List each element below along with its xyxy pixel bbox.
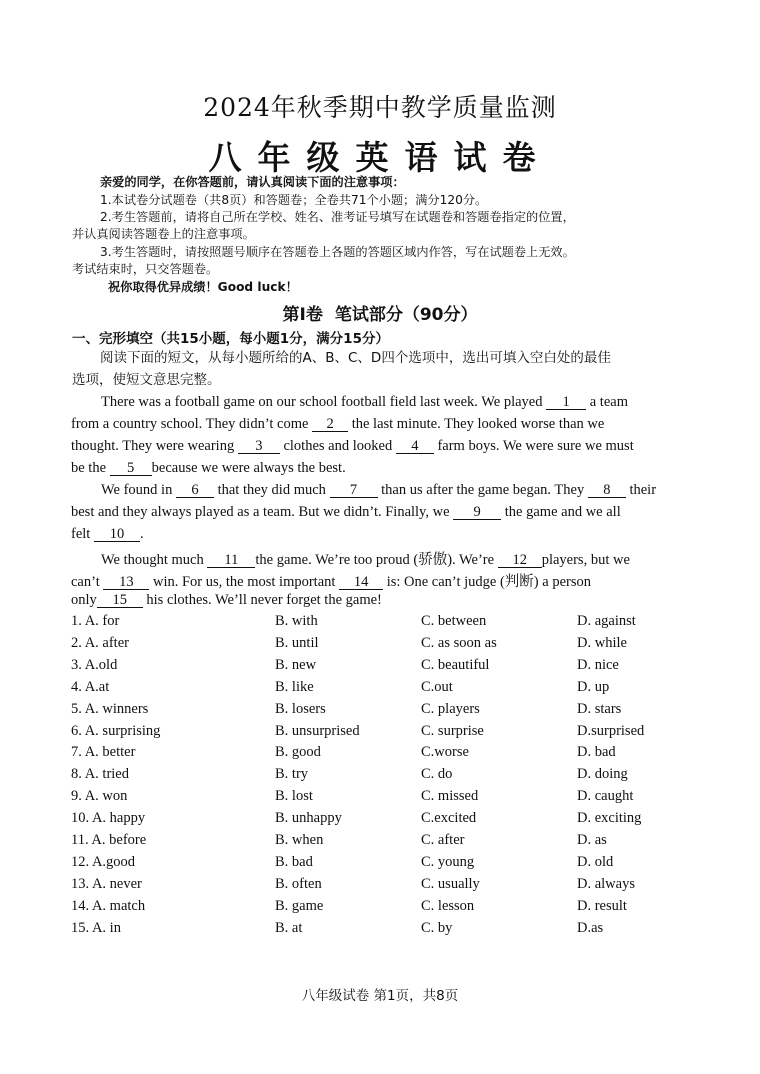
option-14-a: 14. A. match	[71, 897, 146, 914]
option-5-b: B. losers	[275, 700, 326, 717]
option-12-d: D. old	[577, 853, 614, 870]
option-11-c: C. after	[421, 832, 465, 848]
blank-11: 11	[207, 553, 255, 568]
passage-text: be the	[71, 460, 107, 476]
option-9-d: D. caught	[577, 788, 634, 805]
passage-line	[101, 482, 656, 499]
option-15-c: C. by	[421, 919, 453, 936]
passage-line	[101, 394, 628, 411]
passage-text: a team	[589, 394, 628, 410]
option-15-d: D.as	[577, 919, 604, 936]
passage-text: his clothes. We’ll never forget the game!	[146, 592, 382, 608]
passage-text: clothes and looked	[283, 438, 393, 454]
part-title: 一、完形填空（共15小题，每小题1分，满分15分）	[72, 331, 389, 347]
option-7-c: C.worse	[421, 744, 469, 761]
option-5-d: D. stars	[577, 700, 622, 717]
passage-text: players, but we	[541, 552, 630, 568]
option-1-a: 1. A. for	[71, 613, 120, 629]
blank-6: 6	[176, 483, 214, 498]
notice-item-1: 1.本试卷分试题卷（共8页）和答题卷；全卷共71个小题；满分120分。	[100, 193, 488, 207]
passage-text: that they did much	[217, 482, 326, 498]
blank-14: 14	[339, 575, 383, 590]
passage-line	[71, 416, 604, 433]
passage-line	[71, 504, 621, 521]
passage-line	[101, 548, 630, 569]
option-7-d: D. bad	[577, 744, 616, 761]
option-4-a: 4. A.at	[71, 678, 110, 695]
passage-line	[71, 570, 591, 591]
option-8-c: C. do	[421, 766, 453, 783]
blank-7: 7	[330, 483, 378, 498]
passage-text: from a country school. They didn’t come	[71, 416, 309, 432]
option-13-c: C. usually	[421, 875, 480, 892]
option-1-c: C. between	[421, 613, 487, 629]
passage-text: the game and we all	[504, 504, 621, 520]
option-14-d: D. result	[577, 897, 627, 914]
passage-text: We thought much	[101, 552, 204, 568]
option-4-d: D. up	[577, 678, 610, 695]
option-9-a: 9. A. won	[71, 788, 128, 805]
passage-text: only	[71, 592, 97, 608]
blank-3: 3	[238, 439, 280, 454]
passage-text: We found in	[101, 482, 173, 498]
option-8-d: D. doing	[577, 766, 628, 783]
option-2-d: D. while	[577, 634, 627, 651]
passage-text: best and they always played as a team. But we didn’t. Finally, we	[71, 504, 450, 520]
passage-line	[71, 526, 144, 543]
passage-text: because we were always the best.	[151, 460, 346, 476]
blank-2: 2	[312, 417, 348, 432]
option-4-b: B. like	[275, 678, 314, 695]
passage-text: than us after the game began. They	[381, 482, 585, 498]
passage-text: There was a football game on our school football field last week. We played	[101, 394, 543, 410]
option-10-b: B. unhappy	[275, 810, 342, 827]
blank-4: 4	[396, 439, 434, 454]
blank-1: 1	[546, 395, 586, 410]
option-2-b: B. until	[275, 634, 319, 651]
option-1-d: D. against	[577, 613, 636, 629]
blank-5: 5	[110, 461, 152, 476]
option-3-d: D. nice	[577, 656, 619, 673]
blank-9: 9	[453, 505, 501, 520]
option-13-b: B. often	[275, 875, 322, 892]
option-3-b: B. new	[275, 656, 317, 673]
blank-12: 12	[498, 553, 542, 568]
option-8-a: 8. A. tried	[71, 766, 129, 783]
passage-text: farm boys. We were sure we must	[437, 438, 634, 454]
option-14-c: C. lesson	[421, 897, 475, 914]
option-3-a: 3. A.old	[71, 656, 118, 673]
passage-line	[71, 438, 634, 455]
passage-line	[71, 460, 346, 477]
blank-13: 13	[103, 575, 149, 590]
exam-subtitle: 八年级英语试卷	[208, 138, 552, 177]
notice-item-2b: 并认真阅读答题卷上的注意事项。	[72, 227, 255, 241]
option-11-d: D. as	[577, 832, 607, 848]
passage-text: thought. They were wearing	[71, 438, 235, 454]
option-6-c: C. surprise	[421, 722, 484, 739]
option-6-b: B. unsurprised	[275, 722, 360, 739]
option-9-c: C. missed	[421, 788, 479, 805]
option-6-d: D.surprised	[577, 722, 645, 739]
passage-text: can’t	[71, 574, 100, 590]
option-9-b: B. lost	[275, 788, 313, 805]
option-2-c: C. as soon as	[421, 634, 497, 651]
notice-item-3b: 考试结束时，只交答题卷。	[72, 262, 219, 276]
option-4-c: C.out	[421, 678, 453, 695]
page-footer: 八年级试卷 第1页，共8页	[301, 988, 459, 1004]
option-10-a: 10. A. happy	[71, 810, 146, 827]
passage-text: win. For us, the most important	[152, 574, 336, 590]
option-10-c: C.excited	[421, 810, 477, 827]
option-2-a: 2. A. after	[71, 634, 129, 651]
notice-item-3a: 3.考生答题时，请按照题号顺序在答题卷上各题的答题区域内作答，写在试题卷上无效。	[100, 245, 575, 259]
option-3-c: C. beautiful	[421, 656, 490, 673]
passage-text: is: One can’t judge (判断) a person	[386, 574, 591, 590]
option-7-a: 7. A. better	[71, 744, 136, 761]
option-13-d: D. always	[577, 875, 635, 892]
option-7-b: B. good	[275, 744, 321, 761]
option-10-d: D. exciting	[577, 810, 642, 827]
blank-8: 8	[588, 483, 626, 498]
blank-10: 10	[94, 527, 140, 542]
notice-wish: 祝你取得优异成绩！Good luck！	[108, 280, 298, 294]
option-13-a: 13. A. never	[71, 875, 142, 892]
option-15-a: 15. A. in	[71, 919, 121, 936]
passage-text: the game. We’re too proud (骄傲). We’re	[255, 552, 495, 568]
passage-text: .	[139, 526, 144, 542]
section-part: 第Ⅰ卷	[282, 305, 323, 325]
option-12-b: B. bad	[275, 853, 313, 870]
option-12-c: C. young	[421, 853, 475, 870]
instruction-line-1: 阅读下面的短文，从每小题所给的A、B、C、D四个选项中，选出可填入空白处的最佳	[100, 350, 611, 366]
passage-line	[71, 592, 382, 609]
instruction-line-2: 选项，使短文意思完整。	[72, 372, 221, 388]
option-5-c: C. players	[421, 700, 480, 717]
notice-item-2a: 2.考生答题前，请将自己所在学校、姓名、准考证号填写在试题卷和答题卷指定的位置，	[100, 210, 575, 224]
option-5-a: 5. A. winners	[71, 700, 149, 717]
option-11-b: B. when	[275, 832, 324, 848]
section-name: 笔试部分（90分）	[334, 305, 478, 325]
blank-15: 15	[97, 593, 143, 608]
passage-text: felt	[71, 526, 91, 542]
exam-title: 2024年秋季期中教学质量监测	[203, 93, 557, 122]
passage-text: the last minute. They looked worse than we	[351, 416, 605, 432]
option-8-b: B. try	[275, 766, 309, 783]
passage-text: their	[629, 482, 657, 498]
option-15-b: B. at	[275, 919, 303, 936]
option-1-b: B. with	[275, 613, 318, 629]
notice-greeting: 亲爱的同学，在你答题前，请认真阅读下面的注意事项：	[100, 175, 405, 189]
option-12-a: 12. A.good	[71, 853, 136, 870]
section-title	[0, 300, 760, 325]
option-11-a: 11. A. before	[71, 832, 147, 848]
option-6-a: 6. A. surprising	[71, 722, 161, 739]
option-14-b: B. game	[275, 897, 324, 914]
